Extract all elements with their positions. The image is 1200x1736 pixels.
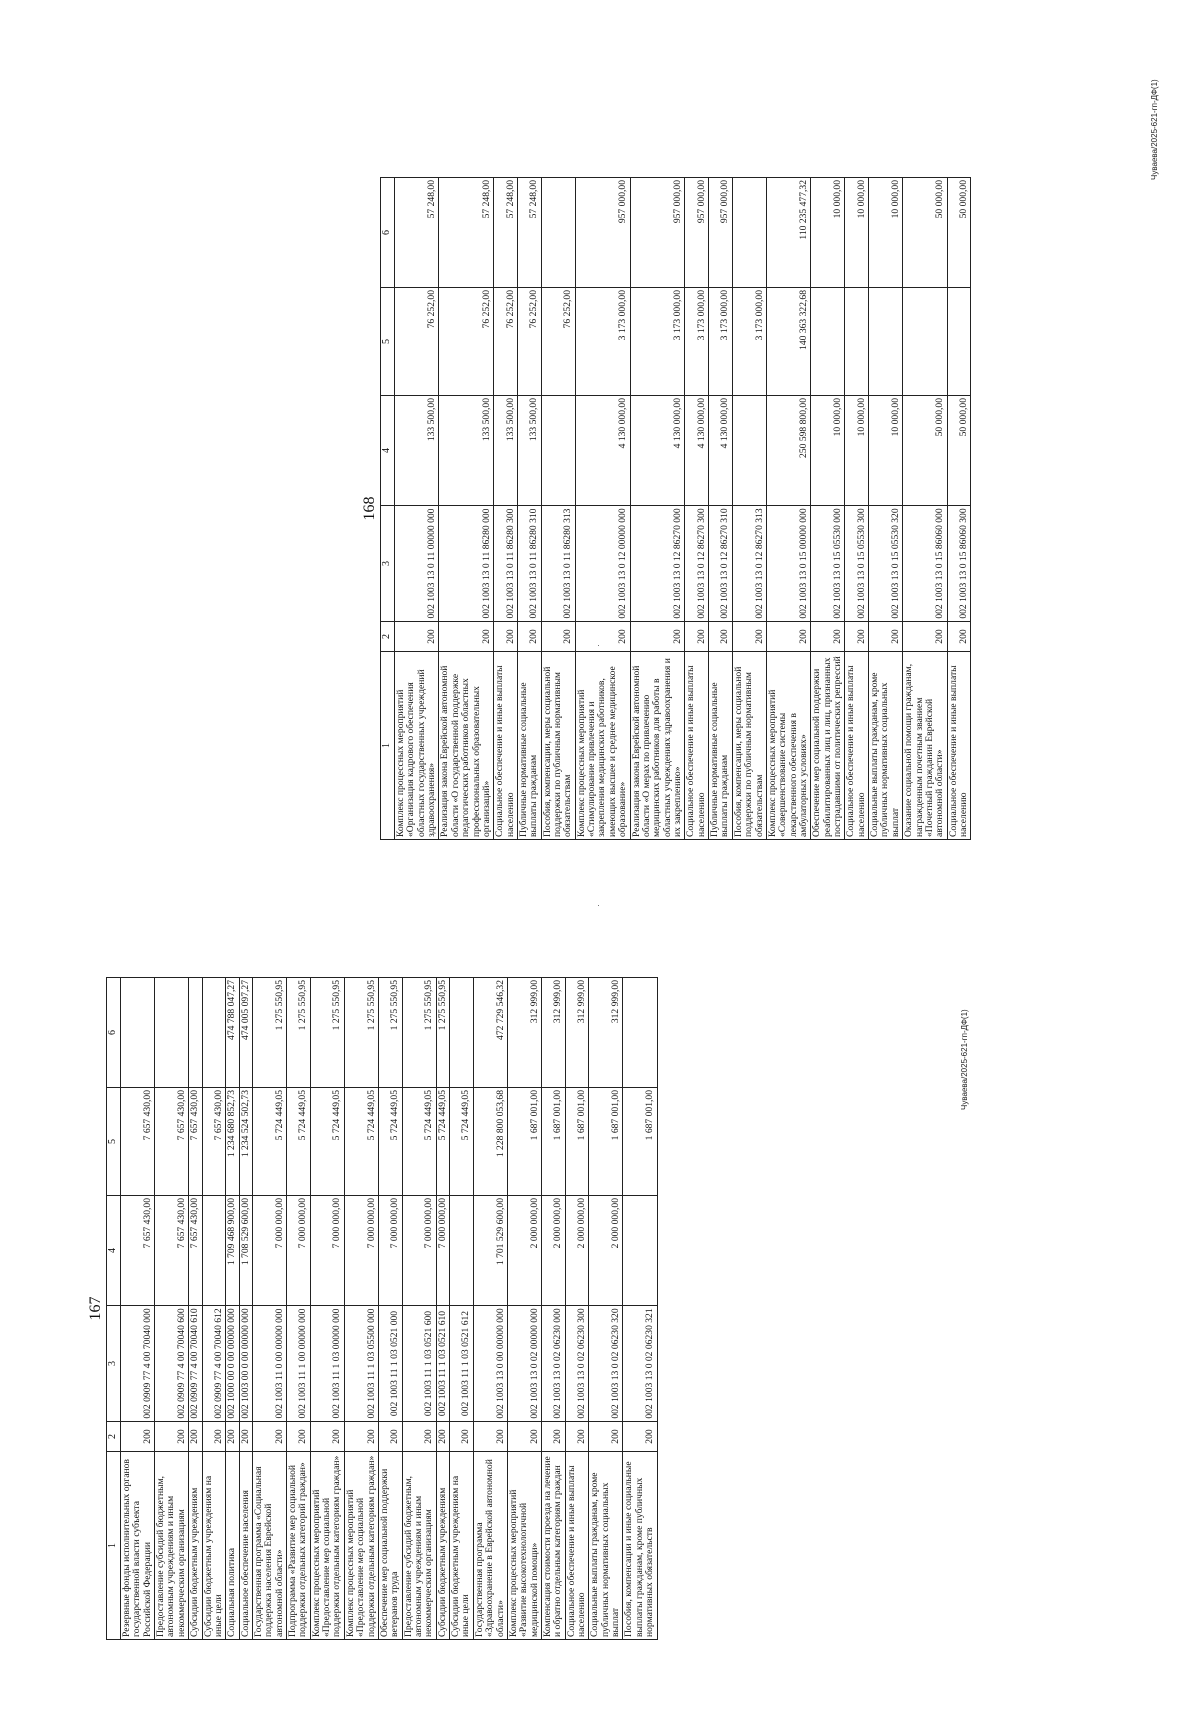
table-row xyxy=(623,978,657,1640)
row-classification-cell: 002 1003 13 0 11 00000 000 xyxy=(395,506,439,622)
row-code-cell: 200 xyxy=(239,1422,252,1452)
row-remaining-cell: 10 000,00 xyxy=(811,178,845,288)
table-row xyxy=(845,178,869,840)
row-name-cell: Субсидии бюджетным учреждениям xyxy=(189,1452,202,1640)
row-code-cell: 200 xyxy=(450,1422,474,1452)
row-plan-cell: 10 000,00 xyxy=(811,396,845,506)
row-executed-cell xyxy=(811,288,845,396)
row-plan-cell: 4 130 000,00 xyxy=(685,396,709,506)
row-name-cell: Реализация закона Еврейской автономной области «О государственной поддержке педагогических работников областных профессиональных образовательных организаций» xyxy=(439,652,494,840)
header-cell: 3 xyxy=(381,506,395,622)
row-name-cell: Компенсация стоимости проезда на лечение и обратно отдельным категориям граждан xyxy=(541,1452,565,1640)
row-classification-cell: 002 1003 13 0 15 05530 300 xyxy=(845,506,869,622)
row-name-cell: Социальные выплаты гражданам, кроме публичных нормативных социальных выплат xyxy=(869,652,903,840)
row-name-cell: Обеспечение мер социальной поддержки ветеранов труда xyxy=(378,1452,402,1640)
table-row xyxy=(947,178,971,840)
row-remaining-cell xyxy=(121,978,155,1088)
row-classification-cell: 002 1003 13 0 15 00000 000 xyxy=(766,506,810,622)
row-remaining-cell: 57 248,00 xyxy=(517,178,541,288)
table-row xyxy=(439,178,494,840)
row-remaining-cell: 957 000,00 xyxy=(685,178,709,288)
row-executed-cell: 1 228 800 053,68 xyxy=(473,1088,507,1196)
row-plan-cell: 2 000 000,00 xyxy=(589,1196,623,1306)
row-executed-cell: 1 234 680 852,73 xyxy=(226,1088,239,1196)
row-code-cell: 200 xyxy=(155,1422,189,1452)
row-name-cell: Публичные нормативные социальные выплаты гражданам xyxy=(517,652,541,840)
row-executed-cell: 76 252,00 xyxy=(517,288,541,396)
row-executed-cell: 1 687 001,00 xyxy=(565,1088,589,1196)
row-classification-cell: 002 1003 13 0 12 86270 300 xyxy=(685,506,709,622)
row-plan-cell: 10 000,00 xyxy=(845,396,869,506)
row-remaining-cell xyxy=(155,978,189,1088)
table-header-row xyxy=(107,978,121,1640)
table-row xyxy=(507,978,541,1640)
row-executed-cell: 1 234 524 502,73 xyxy=(239,1088,252,1196)
table-row xyxy=(517,178,541,840)
row-plan-cell: 133 500,00 xyxy=(517,396,541,506)
row-name-cell: Социальная политика xyxy=(226,1452,239,1640)
row-executed-cell: 5 724 449,05 xyxy=(450,1088,474,1196)
table-row xyxy=(344,978,378,1640)
row-classification-cell: 002 1003 11 1 03 0521 600 xyxy=(402,1306,436,1422)
row-classification-cell: 002 0909 77 4 00 70040 612 xyxy=(202,1306,226,1422)
table-row xyxy=(252,978,286,1640)
row-name-cell: Субсидии бюджетным учреждениям на иные цели xyxy=(202,1452,226,1640)
row-code-cell: 200 xyxy=(541,622,575,652)
row-classification-cell: 002 1003 13 0 02 00000 000 xyxy=(507,1306,541,1422)
row-code-cell: 200 xyxy=(189,1422,202,1452)
row-name-cell: Комплекс процессных мероприятий «Развитие высокотехнологичной медицинской помощи» xyxy=(507,1452,541,1640)
row-remaining-cell: 10 000,00 xyxy=(845,178,869,288)
header-cell: 5 xyxy=(107,1088,121,1196)
row-code-cell: 200 xyxy=(732,622,766,652)
row-code-cell: 200 xyxy=(402,1422,436,1452)
row-remaining-cell: 1 275 550,95 xyxy=(378,978,402,1088)
row-code-cell: 200 xyxy=(623,1422,657,1452)
row-name-cell: Реализация закона Еврейской автономной области «О мерах по привлечению медицинских работников для работы в областных учреждениях здравоохранения и их закреплению» xyxy=(630,652,685,840)
header-cell: 5 xyxy=(381,288,395,396)
table-row xyxy=(630,178,685,840)
table-row xyxy=(395,178,439,840)
row-code-cell: 200 xyxy=(507,1422,541,1452)
row-classification-cell: 002 1003 13 0 12 86270 000 xyxy=(630,506,685,622)
row-code-cell: 200 xyxy=(630,622,685,652)
row-remaining-cell: 957 000,00 xyxy=(709,178,733,288)
row-classification-cell: 002 1003 11 1 00 00000 000 xyxy=(287,1306,311,1422)
row-remaining-cell: 10 000,00 xyxy=(869,178,903,288)
row-code-cell: 200 xyxy=(517,622,541,652)
table-row xyxy=(310,978,344,1640)
row-remaining-cell: 957 000,00 xyxy=(575,178,630,288)
row-executed-cell: 1 687 001,00 xyxy=(589,1088,623,1196)
row-executed-cell: 5 724 449,05 xyxy=(310,1088,344,1196)
row-remaining-cell: 1 275 550,95 xyxy=(310,978,344,1088)
row-classification-cell: 002 1003 13 0 11 86280 000 xyxy=(439,506,494,622)
row-code-cell: 200 xyxy=(685,622,709,652)
row-remaining-cell: 957 000,00 xyxy=(630,178,685,288)
table-row xyxy=(155,978,189,1640)
row-plan-cell: 7 000 000,00 xyxy=(436,1196,449,1306)
row-code-cell: 200 xyxy=(845,622,869,652)
row-name-cell: Комплекс процессных мероприятий «Стимулирование привлечения и закрепления медицинских работников, имеющих высшее и среднее медицинское образование» xyxy=(575,652,630,840)
row-plan-cell xyxy=(450,1196,474,1306)
row-executed-cell xyxy=(845,288,869,396)
row-plan-cell: 133 500,00 xyxy=(439,396,494,506)
row-remaining-cell: 110 235 477,32 xyxy=(766,178,810,288)
row-remaining-cell: 57 248,00 xyxy=(439,178,494,288)
row-executed-cell: 3 173 000,00 xyxy=(630,288,685,396)
row-name-cell: Пособия, компенсации, меры социальной поддержки по публичным нормативным обязательствам xyxy=(541,652,575,840)
row-plan-cell: 250 598 800,00 xyxy=(766,396,810,506)
row-remaining-cell xyxy=(732,178,766,288)
row-plan-cell: 50 000,00 xyxy=(903,396,947,506)
row-executed-cell: 7 657 430,00 xyxy=(155,1088,189,1196)
row-name-cell: Оказание социальной помощи гражданам, награжденным почетным званием «Почетный гражданин Еврейской автономной области» xyxy=(903,652,947,840)
row-classification-cell: 002 0909 77 4 00 70040 000 xyxy=(121,1306,155,1422)
row-remaining-cell: 1 275 550,95 xyxy=(252,978,286,1088)
row-remaining-cell xyxy=(623,978,657,1088)
row-classification-cell: 002 1003 11 1 03 0521 612 xyxy=(450,1306,474,1422)
row-executed-cell: 1 687 001,00 xyxy=(541,1088,565,1196)
row-executed-cell: 1 687 001,00 xyxy=(623,1088,657,1196)
row-name-cell: Государственная программа «Социальная поддержка населения Еврейской автономной области» xyxy=(252,1452,286,1640)
row-name-cell: Комплекс процессных мероприятий «Предоставление мер социальной поддержки отдельным категориям граждан» xyxy=(310,1452,344,1640)
row-classification-cell: 002 1003 13 0 11 86280 313 xyxy=(541,506,575,622)
row-name-cell: Субсидии бюджетным учреждениям на иные цели xyxy=(450,1452,474,1640)
row-plan-cell: 7 000 000,00 xyxy=(287,1196,311,1306)
row-code-cell: 200 xyxy=(310,1422,344,1452)
header-cell: 4 xyxy=(107,1196,121,1306)
header-cell: 6 xyxy=(107,978,121,1088)
row-name-cell: Комплекс процессных мероприятий «Организация кадрового обеспечения областных государственных учреждений здравоохранения» xyxy=(395,652,439,840)
row-plan-cell: 7 657 430,00 xyxy=(189,1196,202,1306)
row-executed-cell: 7 657 430,00 xyxy=(189,1088,202,1196)
row-code-cell: 200 xyxy=(589,1422,623,1452)
table-row xyxy=(575,178,630,840)
row-name-cell: Комплекс процессных мероприятий «Предоставление мер социальной поддержки отдельным категориям граждан» xyxy=(344,1452,378,1640)
row-plan-cell: 1 701 529 600,00 xyxy=(473,1196,507,1306)
row-executed-cell: 5 724 449,05 xyxy=(378,1088,402,1196)
row-plan-cell: 7 657 430,00 xyxy=(155,1196,189,1306)
row-executed-cell: 5 724 449,05 xyxy=(287,1088,311,1196)
row-remaining-cell: 1 275 550,95 xyxy=(436,978,449,1088)
row-name-cell: Комплекс процессных мероприятий «Совершенствование системы лекарственного обеспечения в амбулаторных условиях» xyxy=(766,652,810,840)
row-executed-cell: 140 363 322,68 xyxy=(766,288,810,396)
table-row xyxy=(709,178,733,840)
row-plan-cell: 1 708 529 600,00 xyxy=(239,1196,252,1306)
row-executed-cell: 76 252,00 xyxy=(494,288,518,396)
row-name-cell: Обеспечение мер социальной поддержки реабилитированных лиц и лиц, признанных пострадавшими от политических репрессий xyxy=(811,652,845,840)
row-plan-cell: 7 000 000,00 xyxy=(252,1196,286,1306)
row-code-cell: 200 xyxy=(287,1422,311,1452)
row-remaining-cell: 57 248,00 xyxy=(494,178,518,288)
table-row xyxy=(766,178,810,840)
row-classification-cell: 002 1003 00 0 00 00000 000 xyxy=(239,1306,252,1422)
table-row xyxy=(121,978,155,1640)
row-name-cell: Пособия, компенсации и иные социальные выплаты гражданам, кроме публичных нормативных обязательств xyxy=(623,1452,657,1640)
row-name-cell: Предоставление субсидий бюджетным, автономным учреждениям и иным некоммерческим организациям xyxy=(402,1452,436,1640)
row-classification-cell: 002 1003 13 0 15 05530 320 xyxy=(869,506,903,622)
row-executed-cell: 3 173 000,00 xyxy=(575,288,630,396)
row-executed-cell: 3 173 000,00 xyxy=(685,288,709,396)
scan-speck xyxy=(598,905,599,906)
row-executed-cell: 5 724 449,05 xyxy=(344,1088,378,1196)
row-name-cell: Резервные фонды исполнительных органов государственной власти субъекта Российской Федерации xyxy=(121,1452,155,1640)
row-remaining-cell: 474 788 047,27 xyxy=(226,978,239,1088)
row-name-cell: Социальные выплаты гражданам, кроме публичных нормативных социальных выплат xyxy=(589,1452,623,1640)
footer-note: Чуваева/2025-621-гп-ДФ(1) xyxy=(1150,79,1159,180)
page-number: 168 xyxy=(361,496,378,521)
row-code-cell: 200 xyxy=(766,622,810,652)
table-row xyxy=(869,178,903,840)
row-code-cell: 200 xyxy=(811,622,845,652)
row-classification-cell: 002 1003 13 0 15 05530 000 xyxy=(811,506,845,622)
row-remaining-cell: 472 729 546,32 xyxy=(473,978,507,1088)
row-plan-cell: 1 709 468 900,00 xyxy=(226,1196,239,1306)
page-number: 167 xyxy=(87,1296,104,1321)
table-row xyxy=(239,978,252,1640)
row-plan-cell: 50 000,00 xyxy=(947,396,971,506)
row-plan-cell: 7 657 430,00 xyxy=(121,1196,155,1306)
row-executed-cell: 76 252,00 xyxy=(541,288,575,396)
table-row xyxy=(436,978,449,1640)
row-classification-cell: 002 1003 13 0 02 06230 300 xyxy=(565,1306,589,1422)
row-executed-cell xyxy=(869,288,903,396)
table-row xyxy=(287,978,311,1640)
row-classification-cell: 002 1003 11 1 03 05500 000 xyxy=(344,1306,378,1422)
row-plan-cell: 7 000 000,00 xyxy=(310,1196,344,1306)
row-classification-cell: 002 1003 13 0 12 00000 000 xyxy=(575,506,630,622)
header-cell: 2 xyxy=(107,1422,121,1452)
row-plan-cell: 2 000 000,00 xyxy=(541,1196,565,1306)
row-code-cell: 200 xyxy=(903,622,947,652)
row-plan-cell xyxy=(623,1196,657,1306)
header-cell: 1 xyxy=(107,1452,121,1640)
budget-table-168 xyxy=(380,177,971,840)
page-167 xyxy=(86,977,658,1640)
row-executed-cell: 3 173 000,00 xyxy=(732,288,766,396)
table-row xyxy=(378,978,402,1640)
row-name-cell: Государственная программа «Здравоохранение в Еврейской автономной области» xyxy=(473,1452,507,1640)
header-cell: 2 xyxy=(381,622,395,652)
row-code-cell: 200 xyxy=(439,622,494,652)
row-executed-cell xyxy=(903,288,947,396)
row-plan-cell: 2 000 000,00 xyxy=(507,1196,541,1306)
row-classification-cell: 002 1003 13 0 02 06230 000 xyxy=(541,1306,565,1422)
row-executed-cell xyxy=(947,288,971,396)
page-168 xyxy=(360,177,971,840)
row-classification-cell: 002 1003 13 0 15 86060 000 xyxy=(903,506,947,622)
row-classification-cell: 002 1003 13 0 02 06230 320 xyxy=(589,1306,623,1422)
row-name-cell: Пособия, компенсации, меры социальной поддержки по публичным нормативным обязательствам xyxy=(732,652,766,840)
row-remaining-cell xyxy=(541,178,575,288)
row-remaining-cell: 1 275 550,95 xyxy=(402,978,436,1088)
row-remaining-cell: 312 999,00 xyxy=(507,978,541,1088)
table-row xyxy=(494,178,518,840)
row-code-cell: 200 xyxy=(565,1422,589,1452)
table-row xyxy=(732,178,766,840)
row-classification-cell: 002 1003 13 0 00 00000 000 xyxy=(473,1306,507,1422)
header-cell: 3 xyxy=(107,1306,121,1422)
row-name-cell: Социальное обеспечение и иные выплаты населению xyxy=(845,652,869,840)
row-plan-cell: 4 130 000,00 xyxy=(630,396,685,506)
row-executed-cell: 5 724 449,05 xyxy=(436,1088,449,1196)
row-executed-cell: 76 252,00 xyxy=(439,288,494,396)
row-classification-cell: 002 1003 13 0 15 86060 300 xyxy=(947,506,971,622)
budget-table-167 xyxy=(106,977,658,1640)
row-name-cell: Публичные нормативные социальные выплаты гражданам xyxy=(709,652,733,840)
row-code-cell: 200 xyxy=(378,1422,402,1452)
row-classification-cell: 002 1003 13 0 02 06230 321 xyxy=(623,1306,657,1422)
row-plan-cell xyxy=(732,396,766,506)
table-row xyxy=(685,178,709,840)
table-row xyxy=(541,178,575,840)
row-plan-cell: 7 000 000,00 xyxy=(344,1196,378,1306)
row-classification-cell: 002 1003 11 1 03 0521 000 xyxy=(378,1306,402,1422)
row-remaining-cell: 312 999,00 xyxy=(565,978,589,1088)
row-name-cell: Социальное обеспечение и иные выплаты населению xyxy=(685,652,709,840)
table-row xyxy=(473,978,507,1640)
row-executed-cell: 5 724 449,05 xyxy=(402,1088,436,1196)
row-code-cell: 200 xyxy=(202,1422,226,1452)
row-executed-cell: 7 657 430,00 xyxy=(121,1088,155,1196)
row-executed-cell: 76 252,00 xyxy=(395,288,439,396)
row-code-cell: 200 xyxy=(395,622,439,652)
row-executed-cell: 1 687 001,00 xyxy=(507,1088,541,1196)
row-plan-cell: 7 000 000,00 xyxy=(402,1196,436,1306)
row-code-cell: 200 xyxy=(494,622,518,652)
row-executed-cell: 5 724 449,05 xyxy=(252,1088,286,1196)
row-code-cell: 200 xyxy=(121,1422,155,1452)
table-row xyxy=(565,978,589,1640)
table-row xyxy=(189,978,202,1640)
row-name-cell: Предоставление субсидий бюджетным, автономным учреждениям и иным некоммерческим организациям xyxy=(155,1452,189,1640)
table-header-row xyxy=(381,178,395,840)
row-remaining-cell xyxy=(450,978,474,1088)
row-classification-cell: 002 1003 13 0 12 86270 310 xyxy=(709,506,733,622)
row-remaining-cell xyxy=(202,978,226,1088)
table-row xyxy=(226,978,239,1640)
row-plan-cell: 10 000,00 xyxy=(869,396,903,506)
row-name-cell: Социальное обеспечение и иные выплаты населению xyxy=(947,652,971,840)
row-code-cell: 200 xyxy=(473,1422,507,1452)
row-plan-cell xyxy=(202,1196,226,1306)
row-code-cell: 200 xyxy=(575,622,630,652)
row-name-cell: Социальное обеспечение и иные выплаты населению xyxy=(494,652,518,840)
table-row xyxy=(903,178,947,840)
row-name-cell: Социальное обеспечение и иные выплаты населению xyxy=(565,1452,589,1640)
row-plan-cell: 133 500,00 xyxy=(395,396,439,506)
table-row xyxy=(402,978,436,1640)
row-classification-cell: 002 1003 13 0 11 86280 300 xyxy=(494,506,518,622)
row-classification-cell: 002 1003 11 0 00 00000 000 xyxy=(252,1306,286,1422)
row-plan-cell xyxy=(541,396,575,506)
row-code-cell: 200 xyxy=(436,1422,449,1452)
row-code-cell: 200 xyxy=(869,622,903,652)
row-remaining-cell: 312 999,00 xyxy=(541,978,565,1088)
row-code-cell: 200 xyxy=(344,1422,378,1452)
row-plan-cell: 4 130 000,00 xyxy=(709,396,733,506)
row-plan-cell: 2 000 000,00 xyxy=(565,1196,589,1306)
row-plan-cell: 7 000 000,00 xyxy=(378,1196,402,1306)
row-remaining-cell: 312 999,00 xyxy=(589,978,623,1088)
row-name-cell: Социальное обеспечение населения xyxy=(239,1452,252,1640)
row-classification-cell: 002 1003 11 1 03 00000 000 xyxy=(310,1306,344,1422)
row-code-cell: 200 xyxy=(252,1422,286,1452)
row-name-cell: Подпрограмма «Развитие мер социальной поддержки отдельных категорий граждан» xyxy=(287,1452,311,1640)
footer-note: Чуваева/2025-621-гп-ДФ(1) xyxy=(960,1009,969,1110)
row-remaining-cell: 474 005 097,27 xyxy=(239,978,252,1088)
table-row xyxy=(541,978,565,1640)
row-classification-cell: 002 1000 00 0 00 00000 000 xyxy=(226,1306,239,1422)
row-remaining-cell: 50 000,00 xyxy=(903,178,947,288)
row-plan-cell: 133 500,00 xyxy=(494,396,518,506)
scan-speck xyxy=(598,645,599,646)
header-cell: 1 xyxy=(381,652,395,840)
row-classification-cell: 002 1003 13 0 12 86270 313 xyxy=(732,506,766,622)
row-name-cell: Субсидии бюджетным учреждениям xyxy=(436,1452,449,1640)
header-cell: 4 xyxy=(381,396,395,506)
row-remaining-cell: 57 248,00 xyxy=(395,178,439,288)
table-row xyxy=(811,178,845,840)
row-executed-cell: 3 173 000,00 xyxy=(709,288,733,396)
table-row xyxy=(589,978,623,1640)
row-remaining-cell xyxy=(189,978,202,1088)
row-classification-cell: 002 0909 77 4 00 70040 600 xyxy=(155,1306,189,1422)
row-classification-cell: 002 0909 77 4 00 70040 610 xyxy=(189,1306,202,1422)
row-code-cell: 200 xyxy=(226,1422,239,1452)
row-remaining-cell: 1 275 550,95 xyxy=(344,978,378,1088)
row-plan-cell: 4 130 000,00 xyxy=(575,396,630,506)
header-cell: 6 xyxy=(381,178,395,288)
row-code-cell: 200 xyxy=(709,622,733,652)
row-remaining-cell: 1 275 550,95 xyxy=(287,978,311,1088)
row-code-cell: 200 xyxy=(947,622,971,652)
row-code-cell: 200 xyxy=(541,1422,565,1452)
row-executed-cell: 7 657 430,00 xyxy=(202,1088,226,1196)
row-remaining-cell: 50 000,00 xyxy=(947,178,971,288)
table-row xyxy=(450,978,474,1640)
row-classification-cell: 002 1003 11 1 03 0521 610 xyxy=(436,1306,449,1422)
row-classification-cell: 002 1003 13 0 11 86280 310 xyxy=(517,506,541,622)
table-row xyxy=(202,978,226,1640)
